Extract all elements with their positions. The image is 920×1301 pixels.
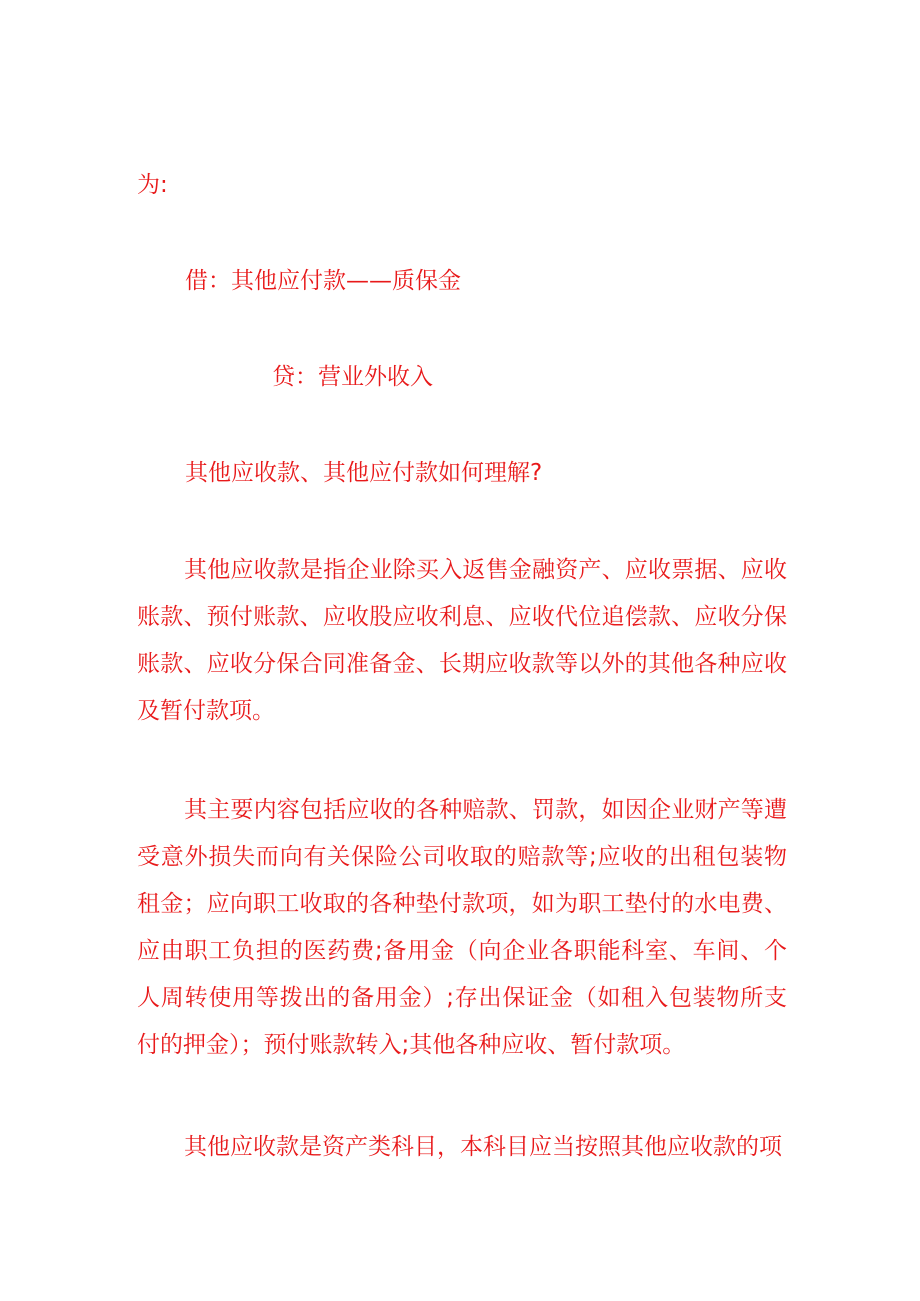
- paragraph-definition: 其他应收款是指企业除买入返售金融资产、应收票据、应收账款、预付账款、应收股应收利息、应收代位追偿款、应收分保账款、应收分保合同准备金、长期应收款等以外的其他各种应收及暂付款项。: [137, 557, 787, 724]
- section-question: 其他应收款、其他应付款如何理解?: [185, 460, 543, 486]
- paragraph-account-type: 其他应收款是资产类科目，本科目应当按照其他应收款的项: [184, 1134, 782, 1160]
- journal-entry-debit: 借：其他应付款——质保金: [185, 268, 461, 294]
- text-line-wei: 为:: [137, 172, 168, 198]
- paragraph-contents: 其主要内容包括应收的各种赔款、罚款，如因企业财产等遭受意外损失而向有关保险公司收取的赔款等;应收的出租包装物租金；应向职工收取的各种垫付款项，如为职工垫付的水电费、应由职工负担的医药费;备用金（向企业各职能科室、车间、个人周转使用等拨出的备用金）;存出保证金（如租入包装物所支付的押金）；预付账款转入;其他各种应收、暂付款项。: [137, 797, 787, 1058]
- journal-entry-credit: 贷：营业外收入: [272, 364, 433, 390]
